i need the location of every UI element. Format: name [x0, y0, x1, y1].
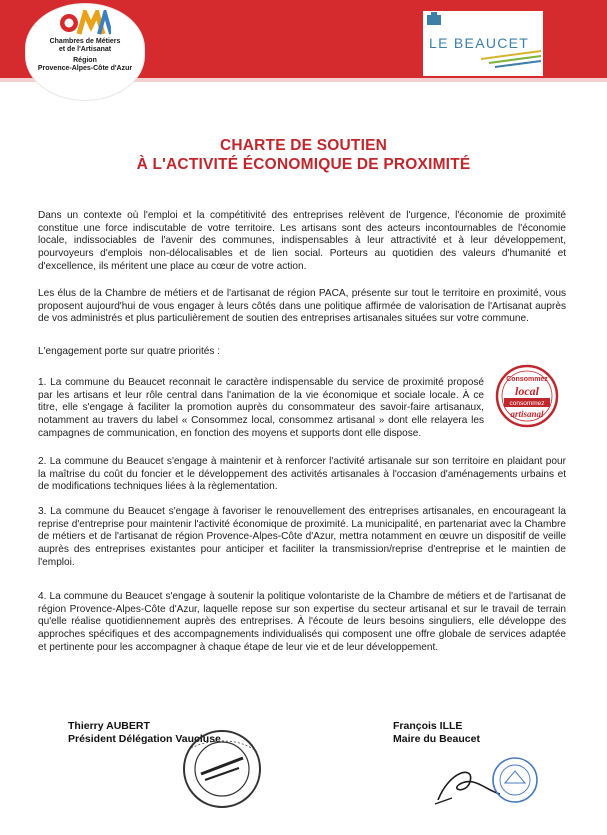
cma-region-label: Région — [73, 56, 97, 64]
beaucet-logo-text: LE BEAUCET — [429, 35, 530, 51]
cma-logo — [26, 4, 144, 100]
badge-line3: consommez — [509, 400, 545, 407]
priority-1: 1. La commune du Beaucet reconnait le caractère indispensable du service de proximité proposé par les artisans et leur rôle central dans l'animation de la vie économique et sociale locale. À ce titre, elle s'engage à faciliter la promotion auprès du consommateur des savoir-faire artisanaux, notamment au travers du label « Consommez local, consommez artisanal » dont elle relayera les campagnes de communication, en fonction des moyens et supports dont elle dispose. — [38, 377, 484, 439]
priority-3: 3. La commune du Beaucet s'engage à favoriser le renouvellement des entreprises artisanales, en encourageant la reprise d'entreprise pour maintenir l'activité économique de proximité. La municipalité, en partenariat avec la Chambre de métiers et de l'artisanat de région Provence-Alpes-Côte d'Azur, mettra notamment en œuvre un dispositif de veille auprès des entreprises existantes pour anticiper et faciliter la transmission/reprise d'entreprise et le maintien de l'emploi. — [38, 506, 566, 568]
official-seal-right — [490, 755, 540, 805]
signatory-left-role: Président Délégation Vaucluse — [68, 733, 221, 745]
official-seal-left — [181, 728, 263, 810]
engagement-intro: L'engagement porte sur quatre priorités : — [38, 346, 221, 357]
cma-line1: Chambres de Métiers — [49, 38, 121, 45]
signatory-left-name: Thierry AUBERT — [68, 720, 150, 732]
page-title-line1: CHARTE DE SOUTIEN — [219, 137, 388, 154]
priority-2: 2. La commune du Beaucet s'engage à maintenir et à renforcer l'activité artisanale sur son territoire en plaidant pour la maîtrise du coût du foncier et le développement des activités artisanales à l'occasion d'aménagements urbains et de modifications techniques liées à la règlementation. — [38, 456, 566, 493]
signatory-right-name: François ILLE — [393, 720, 463, 732]
cma-region-name: Provence-Alpes-Côte d'Azur — [37, 65, 133, 73]
signature-right — [393, 720, 480, 746]
priority-4: 4. La commune du Beaucet s'engage à soutenir la politique volontariste de la Chambre de métiers et de l'artisanat de région Provence-Alpes-Côte d'Azur, laquelle repose sur son expertise du secteur artisanal et sur le travail de terrain qu'elle réalise quotidiennement auprès des entreprises. À l'écoute de leurs besoins singuliers, elle développe des approches spécifiques et des accompagnements individualisés qui composent une offre globale de services adaptée et pertinente pour les accompagner à chaque étape de leur vie et de leur développement. — [38, 591, 566, 653]
beaucet-logo — [423, 11, 543, 76]
intro-paragraph: Dans un contexte où l'emploi et la compétitivité des entreprises relèvent de l'urgence, l'économie de proximité constitue une force indiscutable de votre territoire. Les artisans sont des acteurs incontournables de l'économie locale, indissociables de l'avenir des communes, indispensables à leur attractivité et à leur développement, pourvoyeurs d'emplois non-délocalisables et de lien social. Porteurs au quotidien des valeurs d'humanité et d'excellence, ils méritent une place au cœur de votre action. — [38, 210, 566, 272]
badge-line1: Consommez — [506, 376, 548, 383]
badge-line2: local — [515, 384, 539, 398]
cma-logo-mark — [59, 10, 111, 36]
cma-logo-text — [26, 38, 144, 74]
consommez-local-badge — [495, 364, 559, 428]
signatory-right-role: Maire du Beaucet — [393, 733, 480, 745]
elus-paragraph: Les élus de la Chambre de métiers et de l'artisanat de région PACA, présente sur tout le territoire en proximité, vous proposent aujourd'hui de vous engager à leurs côtés dans une politique affirmée de valorisation de l'Artisanat auprès de vos administrés et plus particulièrement de soutien des entreprises artisanales situées sur votre commune. — [38, 288, 566, 325]
badge-line4: artisanal — [510, 409, 544, 419]
cma-line2: et de l'Artisanat — [58, 46, 112, 54]
page-title-line2: À L'ACTIVITÉ ÉCONOMIQUE DE PROXIMITÉ — [136, 156, 471, 173]
